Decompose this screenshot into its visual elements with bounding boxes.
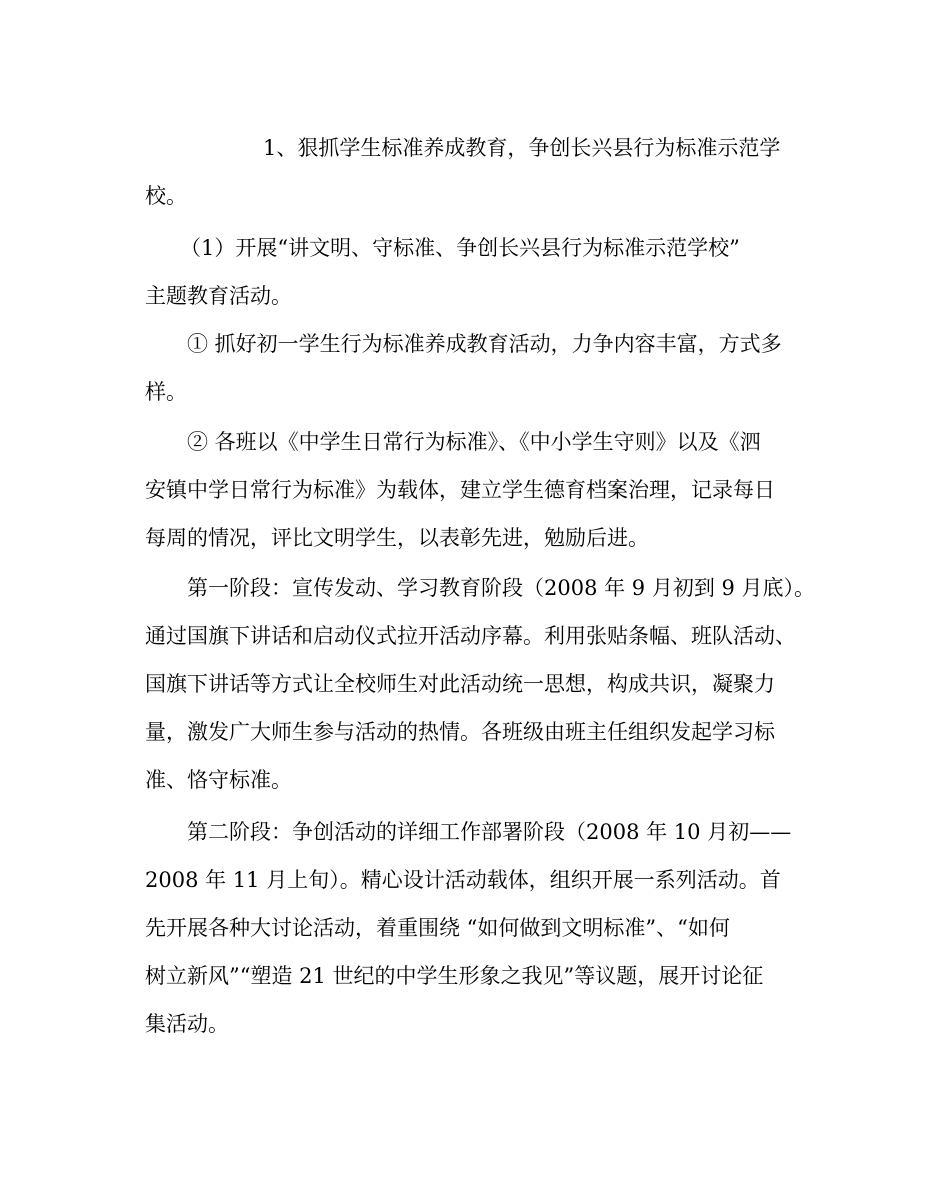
stage-1-line-5: 准、恪守标准。: [145, 768, 292, 792]
heading-line-1: 1、狠抓学生标准养成教育，争创长兴县行为标准示范学: [263, 136, 781, 160]
stage-1-line-1: 第一阶段：宣传发动、学习教育阶段（2008 年 9 月初到 9 月底）。: [187, 576, 816, 600]
paragraph-1-line-1: （1）开展“讲文明、守标准、争创长兴县行为标准示范学校”: [180, 236, 740, 260]
stage-1-line-4: 量，激发广大师生参与活动的热情。各班级由班主任组织发起学习标: [145, 720, 775, 744]
stage-2-line-5: 集活动。: [145, 1012, 229, 1036]
item-1-line-1: ① 抓好初一学生行为标准养成教育活动，力争内容丰富，方式多: [187, 332, 782, 356]
stage-2-line-2: 2008 年 11 月上旬）。精心设计活动载体，组织开展一系列活动。首: [145, 868, 781, 892]
stage-2-line-4: 树立新风”“塑造 21 世纪的中学生形象之我见”等议题，展开讨论征: [145, 964, 764, 988]
stage-2-line-3: 先开展各种大讨论活动，着重围绕 “如何做到文明标准”、“如何: [145, 916, 730, 940]
stage-1-line-3: 国旗下讲话等方式让全校师生对此活动统一思想，构成共识，凝聚力: [145, 672, 775, 696]
item-2-line-3: 每周的情况，评比文明学生，以表彰先进，勉励后进。: [145, 526, 649, 550]
item-1-line-2: 样。: [145, 380, 187, 404]
heading-line-2: 校。: [145, 184, 187, 208]
stage-1-line-2: 通过国旗下讲话和启动仪式拉开活动序幕。利用张贴条幅、班队活动、: [145, 624, 796, 648]
item-2-line-1: ② 各班以《中学生日常行为标准》、《中小学生守则》以及《泗: [187, 430, 761, 454]
paragraph-1-line-2: 主题教育活动。: [145, 284, 292, 308]
item-2-line-2: 安镇中学日常行为标准》为载体，建立学生德育档案治理，记录每日: [145, 478, 775, 502]
stage-2-line-1: 第二阶段：争创活动的详细工作部署阶段（2008 年 10 月初——: [187, 820, 792, 844]
